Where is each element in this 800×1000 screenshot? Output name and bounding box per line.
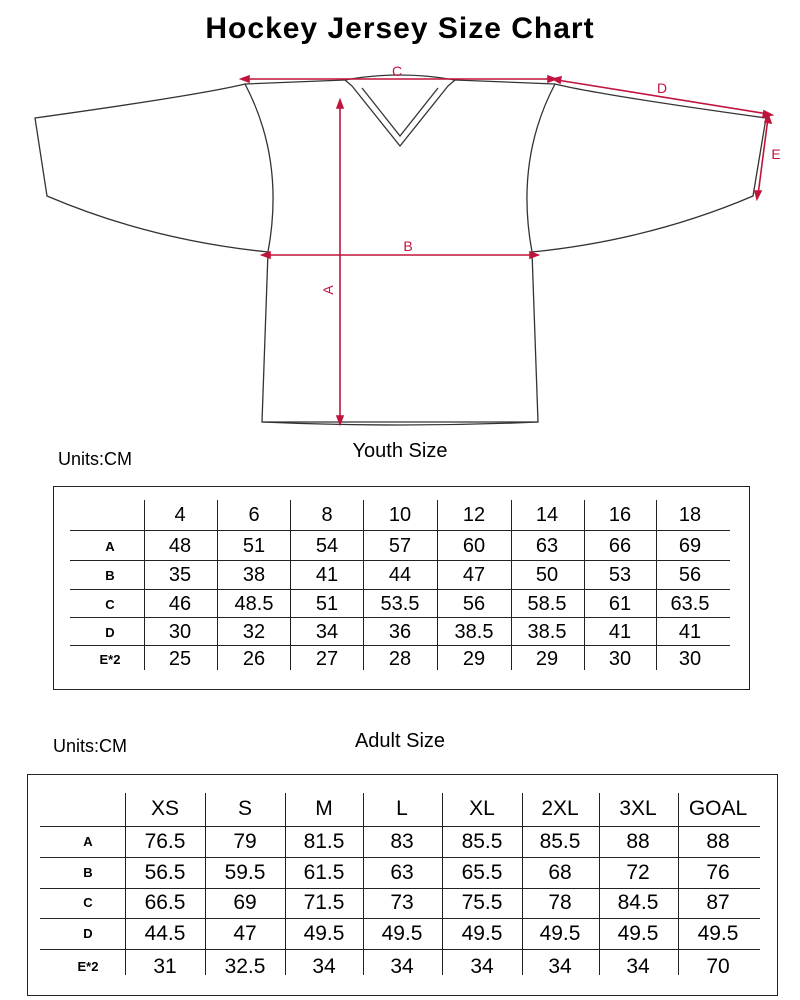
table-cell: 53.5 bbox=[380, 593, 420, 615]
measure-label: E*2 bbox=[99, 652, 121, 667]
table-cell: 63 bbox=[535, 535, 559, 557]
table-cell: 41 bbox=[608, 621, 632, 643]
column-divider bbox=[125, 793, 126, 975]
measure-label: B bbox=[105, 568, 115, 583]
size-header: 16 bbox=[608, 504, 632, 526]
measure-lines bbox=[241, 76, 772, 424]
column-divider bbox=[285, 793, 286, 975]
table-cell: 63.5 bbox=[670, 593, 710, 615]
table-cell: 32 bbox=[242, 621, 266, 643]
row-divider bbox=[70, 617, 730, 618]
label-b: B bbox=[403, 238, 413, 254]
table-cell: 56.5 bbox=[144, 861, 186, 884]
row-divider bbox=[70, 530, 730, 531]
table-cell: 49.5 bbox=[539, 922, 581, 945]
table-cell: 47 bbox=[462, 564, 486, 586]
jersey-outline bbox=[35, 75, 766, 425]
table-cell: 46 bbox=[168, 593, 192, 615]
page-title: Hockey Jersey Size Chart bbox=[205, 12, 595, 45]
table-cell: 79 bbox=[233, 830, 257, 853]
table-cell: 85.5 bbox=[461, 830, 503, 853]
column-divider bbox=[363, 793, 364, 975]
measure-label: C bbox=[83, 895, 93, 910]
column-divider bbox=[678, 793, 679, 975]
table-cell: 54 bbox=[315, 535, 339, 557]
table-cell: 30 bbox=[678, 648, 702, 670]
table-cell: 57 bbox=[388, 535, 412, 557]
table-cell: 51 bbox=[315, 593, 339, 615]
table-cell: 63 bbox=[390, 861, 414, 884]
table-cell: 49.5 bbox=[617, 922, 659, 945]
size-header: L bbox=[396, 797, 408, 820]
size-header: 12 bbox=[462, 504, 486, 526]
table-cell: 68 bbox=[548, 861, 572, 884]
table-cell: 61.5 bbox=[303, 861, 345, 884]
measure-label: D bbox=[83, 926, 93, 941]
table-cell: 30 bbox=[608, 648, 632, 670]
table-cell: 76.5 bbox=[144, 830, 186, 853]
size-header: 3XL bbox=[619, 797, 657, 820]
row-divider bbox=[70, 589, 730, 590]
label-c: C bbox=[391, 63, 403, 79]
table-cell: 29 bbox=[535, 648, 559, 670]
table-cell: 56 bbox=[678, 564, 702, 586]
table-cell: 60 bbox=[462, 535, 486, 557]
table-cell: 34 bbox=[626, 955, 650, 978]
table-cell: 48 bbox=[168, 535, 192, 557]
table-cell: 34 bbox=[470, 955, 494, 978]
row-divider bbox=[40, 888, 760, 889]
table-cell: 65.5 bbox=[461, 861, 503, 884]
table-cell: 75.5 bbox=[461, 891, 503, 914]
table-cell: 44 bbox=[388, 564, 412, 586]
size-header: 6 bbox=[248, 504, 260, 526]
size-header: 2XL bbox=[541, 797, 579, 820]
table-cell: 88 bbox=[706, 830, 730, 853]
label-d: D bbox=[656, 80, 668, 96]
size-header: XL bbox=[469, 797, 495, 820]
table-cell: 38 bbox=[242, 564, 266, 586]
adult-units: Units:CM bbox=[53, 736, 128, 756]
table-cell: 34 bbox=[312, 955, 336, 978]
table-cell: 61 bbox=[608, 593, 632, 615]
table-cell: 29 bbox=[462, 648, 486, 670]
table-cell: 87 bbox=[706, 891, 730, 914]
label-a: A bbox=[320, 285, 336, 295]
column-divider bbox=[442, 793, 443, 975]
table-cell: 69 bbox=[678, 535, 702, 557]
table-cell: 44.5 bbox=[144, 922, 186, 945]
table-cell: 50 bbox=[535, 564, 559, 586]
table-cell: 28 bbox=[388, 648, 412, 670]
row-divider bbox=[70, 560, 730, 561]
table-cell: 59.5 bbox=[224, 861, 266, 884]
measure-label: A bbox=[83, 834, 93, 849]
table-cell: 66.5 bbox=[144, 891, 186, 914]
row-divider bbox=[40, 949, 760, 950]
table-cell: 35 bbox=[168, 564, 192, 586]
size-header: XS bbox=[150, 797, 179, 820]
table-cell: 72 bbox=[626, 861, 650, 884]
table-cell: 49.5 bbox=[697, 922, 739, 945]
row-divider bbox=[40, 826, 760, 827]
size-header: 8 bbox=[321, 504, 333, 526]
table-cell: 25 bbox=[168, 648, 192, 670]
column-divider bbox=[205, 793, 206, 975]
table-cell: 49.5 bbox=[381, 922, 423, 945]
table-cell: 85.5 bbox=[539, 830, 581, 853]
table-cell: 41 bbox=[315, 564, 339, 586]
table-cell: 34 bbox=[390, 955, 414, 978]
table-cell: 81.5 bbox=[303, 830, 345, 853]
jersey-diagram bbox=[0, 0, 800, 440]
table-cell: 30 bbox=[168, 621, 192, 643]
table-cell: 49.5 bbox=[461, 922, 503, 945]
measure-label: A bbox=[105, 539, 115, 554]
column-divider bbox=[599, 793, 600, 975]
measure-label: B bbox=[83, 865, 93, 880]
measure-label: D bbox=[105, 625, 115, 640]
table-cell: 58.5 bbox=[527, 593, 567, 615]
size-header: S bbox=[237, 797, 252, 820]
table-cell: 38.5 bbox=[454, 621, 494, 643]
youth-title: Youth Size bbox=[352, 440, 448, 462]
measure-label: C bbox=[105, 597, 115, 612]
column-divider bbox=[522, 793, 523, 975]
table-cell: 36 bbox=[388, 621, 412, 643]
table-cell: 27 bbox=[315, 648, 339, 670]
table-cell: 71.5 bbox=[303, 891, 345, 914]
table-cell: 78 bbox=[548, 891, 572, 914]
size-header: M bbox=[315, 797, 333, 820]
table-cell: 53 bbox=[608, 564, 632, 586]
table-cell: 66 bbox=[608, 535, 632, 557]
table-cell: 73 bbox=[390, 891, 414, 914]
table-cell: 69 bbox=[233, 891, 257, 914]
table-cell: 48.5 bbox=[234, 593, 274, 615]
measure-label: E*2 bbox=[77, 959, 99, 974]
table-cell: 34 bbox=[315, 621, 339, 643]
table-cell: 38.5 bbox=[527, 621, 567, 643]
label-e: E bbox=[771, 146, 781, 162]
table-cell: 84.5 bbox=[617, 891, 659, 914]
table-cell: 47 bbox=[233, 922, 257, 945]
table-cell: 34 bbox=[548, 955, 572, 978]
table-cell: 41 bbox=[678, 621, 702, 643]
table-cell: 76 bbox=[706, 861, 730, 884]
table-cell: 31 bbox=[153, 955, 177, 978]
table-cell: 83 bbox=[390, 830, 414, 853]
table-cell: 70 bbox=[706, 955, 730, 978]
table-cell: 88 bbox=[626, 830, 650, 853]
size-header: 10 bbox=[388, 504, 412, 526]
adult-title: Adult Size bbox=[354, 730, 446, 752]
row-divider bbox=[40, 857, 760, 858]
youth-units: Units:CM bbox=[58, 449, 133, 469]
size-header: GOAL bbox=[688, 797, 748, 820]
size-header: 4 bbox=[174, 504, 186, 526]
row-divider bbox=[40, 918, 760, 919]
table-cell: 51 bbox=[242, 535, 266, 557]
table-cell: 32.5 bbox=[224, 955, 266, 978]
row-divider bbox=[70, 645, 730, 646]
table-cell: 26 bbox=[242, 648, 266, 670]
table-cell: 56 bbox=[462, 593, 486, 615]
table-cell: 49.5 bbox=[303, 922, 345, 945]
size-header: 18 bbox=[678, 504, 702, 526]
size-header: 14 bbox=[535, 504, 559, 526]
